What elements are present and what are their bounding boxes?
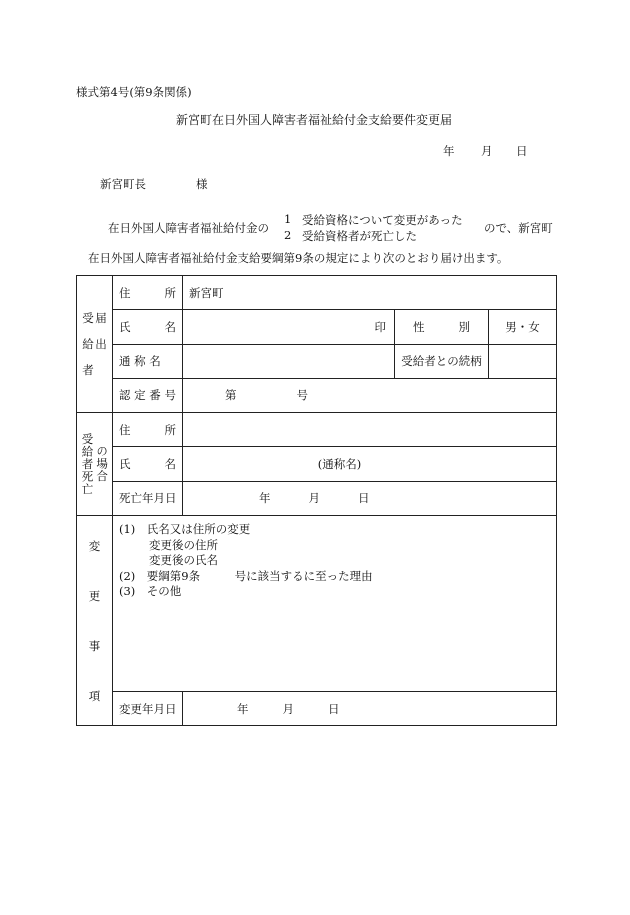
death-date-label: 死亡年月日 — [119, 491, 177, 506]
change-item-3: (3) その他 — [119, 584, 182, 598]
address-label-char2: 所 — [164, 285, 176, 300]
notifier-label-row — [82, 362, 107, 378]
address-label-char1: 住 — [119, 285, 131, 300]
notifier-label-char: 受 — [82, 311, 94, 325]
alias-label-cell — [113, 344, 183, 378]
cert-number-field[interactable] — [183, 378, 557, 412]
d-name-char1: 氏 — [119, 456, 131, 471]
notifier-section-label — [77, 276, 113, 413]
deceased-address-label-cell — [113, 413, 183, 447]
deceased-address-field[interactable] — [183, 413, 557, 447]
notifier-label-char: 出 — [95, 337, 107, 351]
death-date-field[interactable] — [183, 481, 557, 515]
option1-number: 1 — [284, 212, 292, 226]
name-label-char1: 氏 — [119, 319, 131, 334]
change-form-table — [76, 275, 557, 726]
change-date-label-cell — [113, 692, 183, 726]
notifier-name-field[interactable] — [183, 310, 395, 344]
changes-section-label — [77, 516, 113, 726]
notifier-label-char: 給 — [82, 337, 94, 351]
honorific: 様 — [196, 177, 208, 191]
alias-label: 通 称 名 — [119, 354, 161, 369]
notifier-address-label-cell — [113, 276, 183, 310]
change-item-1a: 変更後の住所 — [149, 537, 218, 552]
notifier-label-char: 届 — [95, 311, 107, 325]
notifier-label-row — [82, 310, 107, 326]
deceased-name-field[interactable] — [183, 447, 557, 481]
option2-number: 2 — [284, 228, 292, 242]
change-day: 日 — [328, 701, 340, 716]
notifier-label-char: 者 — [82, 363, 94, 377]
form-title: 新宮町在日外国人障害者福祉給付金支給要件変更届 — [176, 113, 453, 127]
change-month: 月 — [282, 701, 294, 716]
statement-prefix: 在日外国人障害者福祉給付金の — [108, 221, 269, 235]
change-date-field[interactable] — [183, 692, 557, 726]
statement-suffix: ので、新宮町 — [484, 221, 553, 235]
cert-label-cell — [113, 378, 183, 412]
alias-note: (通称名) — [317, 456, 362, 471]
addressee: 新宮町長 — [100, 177, 146, 191]
notifier-name-label-cell — [113, 310, 183, 344]
cert-dai: 第 — [225, 388, 237, 403]
change-item-1b: 変更後の氏名 — [149, 553, 218, 567]
changes-label-char2: 更 — [88, 588, 101, 603]
relation-field[interactable] — [489, 344, 557, 378]
notifier-address-value: 新宮町 — [189, 285, 224, 300]
d-name-char2: 名 — [164, 456, 176, 471]
date-year-label: 年 — [443, 144, 455, 158]
d-address-char2: 所 — [164, 422, 176, 437]
cert-number-label: 認 定 番 号 — [119, 388, 176, 403]
notifier-label-char — [95, 362, 107, 378]
form-number: 様式第4号(第9条関係) — [76, 85, 192, 99]
changes-field[interactable] — [113, 516, 557, 692]
relation-label-cell — [395, 344, 489, 378]
sex-label-char2: 別 — [458, 319, 470, 334]
changes-label-char1: 変 — [88, 538, 101, 553]
sex-options: 男・女 — [505, 319, 540, 334]
deceased-label-col2: の場合 — [95, 445, 110, 483]
change-year: 年 — [237, 701, 249, 716]
date-month-label: 月 — [481, 144, 493, 158]
cert-go: 号 — [296, 388, 308, 403]
relation-label: 受給者との続柄 — [401, 354, 482, 369]
sex-label-cell — [395, 310, 489, 344]
date-day-label: 日 — [516, 144, 528, 158]
change-item-2: (2) 要綱第9条 号に該当するに至った理由 — [119, 568, 373, 583]
statement-line2: 在日外国人障害者福祉給付金支給要綱第9条の規定により次のとおり届け出ます。 — [88, 251, 509, 265]
option1-text: 受給資格について変更があった — [302, 213, 463, 227]
deceased-name-label-cell — [113, 447, 183, 481]
death-date-label-cell — [113, 481, 183, 515]
sex-field[interactable] — [489, 310, 557, 344]
option2-text: 受給資格者が死亡した — [302, 229, 417, 243]
changes-label-char4: 項 — [88, 688, 101, 703]
name-label-char2: 名 — [164, 319, 176, 334]
death-day: 日 — [358, 491, 370, 506]
seal-mark: 印 — [374, 319, 386, 334]
death-month: 月 — [308, 491, 320, 506]
change-date-label: 変更年月日 — [119, 701, 177, 716]
d-address-char1: 住 — [119, 422, 131, 437]
notifier-label-row — [82, 336, 107, 352]
alias-field[interactable] — [183, 344, 395, 378]
changes-label-char3: 事 — [88, 638, 101, 653]
change-item-1: (1) 氏名又は住所の変更 — [119, 522, 251, 536]
notifier-address-field[interactable] — [183, 276, 557, 310]
sex-label-char1: 性 — [413, 319, 425, 334]
deceased-section-label — [77, 413, 113, 516]
death-year: 年 — [259, 491, 271, 506]
deceased-label-col1: 受給者死亡 — [80, 432, 95, 496]
